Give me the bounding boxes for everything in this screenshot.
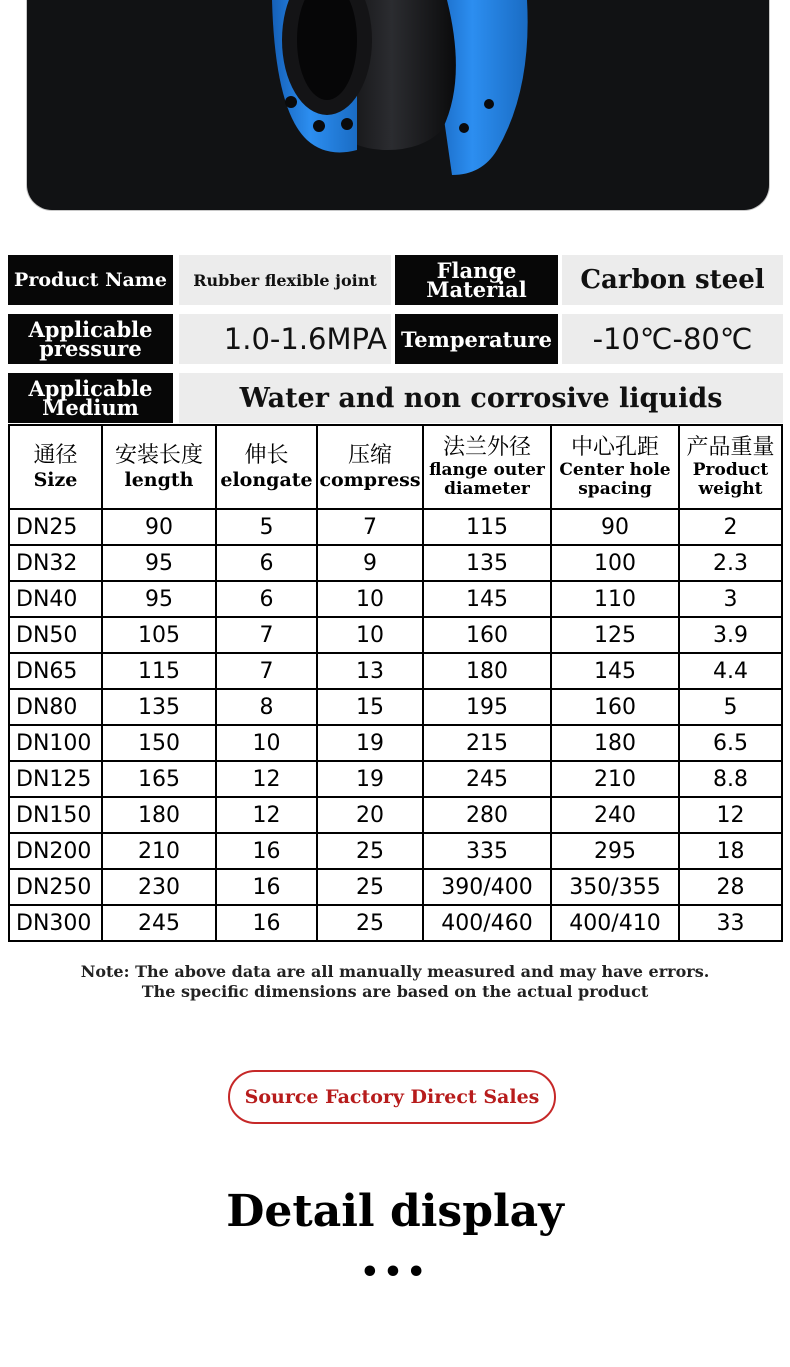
spec-row-2	[8, 314, 783, 364]
table-cell: 6	[216, 545, 317, 581]
table-cell: 240	[551, 797, 679, 833]
table-cell: 25	[317, 869, 423, 905]
column-header	[102, 425, 216, 509]
table-cell: 145	[551, 653, 679, 689]
detail-display-heading: Detail display	[226, 1186, 564, 1237]
table-cell: DN125	[9, 761, 102, 797]
column-header	[317, 425, 423, 509]
column-header-zh: 压缩	[347, 443, 392, 468]
table-cell: 10	[317, 617, 423, 653]
table-cell: 150	[102, 725, 216, 761]
table-cell: 400/460	[423, 905, 551, 941]
product-name-value: Rubber flexible joint	[173, 255, 391, 305]
applicable-pressure-value: 1.0-1.6MPA	[173, 314, 391, 364]
table-cell: 100	[551, 545, 679, 581]
column-header-en: Product weight	[692, 460, 769, 499]
table-cell: 2.3	[679, 545, 782, 581]
table-cell: 165	[102, 761, 216, 797]
spec-row-3	[8, 373, 783, 423]
table-cell: 6.5	[679, 725, 782, 761]
applicable-medium-label: Applicable Medium	[8, 373, 173, 423]
product-photo	[26, 0, 770, 211]
table-cell: 215	[423, 725, 551, 761]
table-cell: 18	[679, 833, 782, 869]
table-cell: 6	[216, 581, 317, 617]
table-cell: 16	[216, 833, 317, 869]
table-cell: 245	[423, 761, 551, 797]
table-row	[9, 617, 782, 653]
table-cell: 210	[551, 761, 679, 797]
table-row	[9, 833, 782, 869]
table-cell: 15	[317, 689, 423, 725]
table-cell: 90	[551, 509, 679, 545]
column-header	[216, 425, 317, 509]
column-header-en: flange outer diameter	[429, 460, 545, 499]
flange-material-value: Carbon steel	[562, 255, 783, 305]
table-cell: 12	[679, 797, 782, 833]
table-cell: 19	[317, 761, 423, 797]
table-row	[9, 509, 782, 545]
table-cell: DN50	[9, 617, 102, 653]
column-header-zh: 安装长度	[114, 443, 203, 468]
table-cell: 12	[216, 797, 317, 833]
spec-row-1	[8, 255, 783, 305]
flange-material-label: Flange Material	[395, 255, 558, 305]
note-line-2: The specific dimensions are based on the actual product	[141, 982, 649, 1001]
table-cell: 5	[679, 689, 782, 725]
rubber-joint-illustration	[27, 0, 769, 210]
table-cell: 7	[317, 509, 423, 545]
table-cell: DN40	[9, 581, 102, 617]
table-cell: 105	[102, 617, 216, 653]
table-cell: 210	[102, 833, 216, 869]
dimension-table	[8, 424, 783, 942]
table-cell: 12	[216, 761, 317, 797]
table-cell: 10	[317, 581, 423, 617]
table-cell: 25	[317, 833, 423, 869]
table-cell: 8.8	[679, 761, 782, 797]
column-header-zh: 中心孔距	[570, 435, 659, 460]
column-header-en: Center hole spacing	[559, 460, 671, 499]
column-header-zh: 产品重量	[686, 435, 775, 460]
table-cell: DN250	[9, 869, 102, 905]
table-cell: DN200	[9, 833, 102, 869]
table-cell: 135	[423, 545, 551, 581]
table-cell: DN32	[9, 545, 102, 581]
table-cell: 20	[317, 797, 423, 833]
table-cell: 195	[423, 689, 551, 725]
table-cell: 390/400	[423, 869, 551, 905]
column-header	[423, 425, 551, 509]
table-cell: 19	[317, 725, 423, 761]
table-cell: DN150	[9, 797, 102, 833]
column-header-zh: 伸长	[244, 443, 289, 468]
column-header-en: length	[124, 469, 194, 491]
column-header-en: compress	[319, 469, 421, 491]
table-cell: 13	[317, 653, 423, 689]
table-row	[9, 905, 782, 941]
table-cell: DN80	[9, 689, 102, 725]
table-cell: 180	[102, 797, 216, 833]
table-cell: 115	[102, 653, 216, 689]
table-cell: 9	[317, 545, 423, 581]
table-cell: 28	[679, 869, 782, 905]
table-row	[9, 797, 782, 833]
table-cell: 7	[216, 617, 317, 653]
table-cell: 115	[423, 509, 551, 545]
table-cell: 160	[551, 689, 679, 725]
table-cell: DN300	[9, 905, 102, 941]
column-header	[679, 425, 782, 509]
table-cell: 280	[423, 797, 551, 833]
table-cell: DN25	[9, 509, 102, 545]
table-cell: 180	[423, 653, 551, 689]
table-cell: 3.9	[679, 617, 782, 653]
more-dots-icon: •••	[360, 1255, 430, 1290]
table-cell: DN100	[9, 725, 102, 761]
table-cell: 95	[102, 581, 216, 617]
table-row	[9, 545, 782, 581]
table-header-row	[9, 425, 782, 509]
table-cell: 295	[551, 833, 679, 869]
product-name-label: Product Name	[8, 255, 173, 305]
table-cell: DN65	[9, 653, 102, 689]
applicable-pressure-label: Applicable pressure	[8, 314, 173, 364]
table-row	[9, 653, 782, 689]
column-header	[9, 425, 102, 509]
table-cell: 95	[102, 545, 216, 581]
column-header-en: Size	[33, 469, 78, 491]
table-row	[9, 869, 782, 905]
table-cell: 10	[216, 725, 317, 761]
table-cell: 3	[679, 581, 782, 617]
table-cell: 160	[423, 617, 551, 653]
table-cell: 245	[102, 905, 216, 941]
table-cell: 350/355	[551, 869, 679, 905]
table-cell: 180	[551, 725, 679, 761]
table-cell: 5	[216, 509, 317, 545]
temperature-value: -10℃-80℃	[562, 314, 783, 364]
table-row	[9, 761, 782, 797]
source-factory-button[interactable]: Source Factory Direct Sales	[228, 1070, 556, 1124]
table-body	[9, 509, 782, 941]
table-cell: 7	[216, 653, 317, 689]
table-cell: 335	[423, 833, 551, 869]
table-row	[9, 689, 782, 725]
table-row	[9, 581, 782, 617]
column-header	[551, 425, 679, 509]
table-cell: 145	[423, 581, 551, 617]
table-cell: 16	[216, 905, 317, 941]
table-cell: 25	[317, 905, 423, 941]
column-header-zh: 法兰外径	[442, 435, 531, 460]
temperature-label: Temperature	[395, 314, 558, 364]
column-header-zh: 通径	[33, 443, 78, 468]
table-cell: 90	[102, 509, 216, 545]
table-cell: 2	[679, 509, 782, 545]
column-header-en: elongate	[220, 469, 313, 491]
table-cell: 4.4	[679, 653, 782, 689]
note-line-1: Note: The above data are all manually measured and may have errors.	[80, 962, 710, 981]
table-cell: 33	[679, 905, 782, 941]
table-cell: 230	[102, 869, 216, 905]
table-cell: 400/410	[551, 905, 679, 941]
table-cell: 135	[102, 689, 216, 725]
table-cell: 125	[551, 617, 679, 653]
table-cell: 110	[551, 581, 679, 617]
table-row	[9, 725, 782, 761]
applicable-medium-value: Water and non corrosive liquids	[173, 373, 783, 423]
table-cell: 16	[216, 869, 317, 905]
table-cell: 8	[216, 689, 317, 725]
